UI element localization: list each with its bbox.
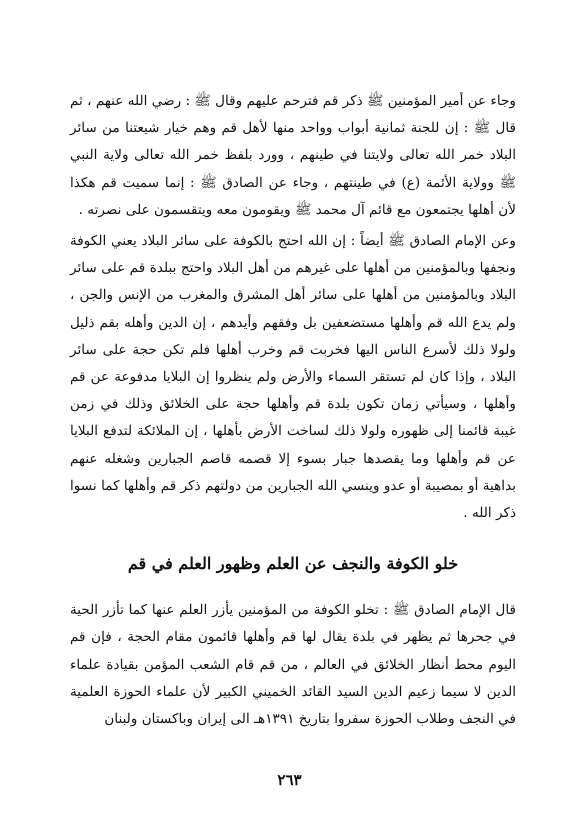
book-page-body <box>70 88 516 733</box>
paragraph-knowledge-in-qom: قال الإمام الصادق ﷺ : تخلو الكوفة من المؤمنين يأزر العلم عنها كما تأزر الحية في جحرها ثم يظهر في بلدة يقال لها قم وأهلها قائمون مقام الحجة ، فإن قم اليوم محط أنظار الخلائق في العالم ، من قم قام الشعب المؤمن بقيادة علماء الدين لا سيما زعيم الدين السيد القائد الخميني الكبير لأن علماء الحوزة العلمية في النجف وطلاب الحوزة سفروا بتاريخ ١٣٩١هـ الى إيران وباكستان ولبنان <box>70 602 516 728</box>
paragraph-qom-virtues: وجاء عن أمير المؤمنين ﷺ ذكر قم فترحم عليهم وقال ﷺ : رضي الله عنهم ، ثم قال ﷺ : إن للجنة ثمانية أبواب وواحد منها لأهل قم وهم خيار شيعتنا من سائر البلاد خمر الله تعالى ولايتنا في طينهم ، وورد بلفظ خمر الله تعالى ولاية النبي ﷺ وولاية الأئمة (ع) في طينتهم ، وجاء عن الصادق ﷺ : إنما سميت قم هكذا لأن أهلها يجتمعون مع قائم آل محمد ﷺ ويقومون معه ويتقسمون على نصرته . <box>70 93 516 218</box>
page-number: ٢٦٣ <box>277 771 302 789</box>
section-heading: خلو الكوفة والنجف عن العلم وظهور العلم في قم <box>127 554 459 574</box>
paragraph-kufa-qom-proof: وعن الإمام الصادق ﷺ أيضاً : إن الله احتج بالكوفة على سائر البلاد يعني الكوفة ونجفها وبالمؤمنين من أهلها على غيرهم من أهل البلاد واحتج ببلدة قم على سائر البلاد وبالمؤمنين من أهلها على سائر أهل المشرق والمغرب من الإنس والجن ، ولم يدع الله قم وأهلها مستضعفين بل وفقهم وأيدهم ، إن الدين وأهله بقم ذليل ولولا ذلك لأسرع الناس اليها فخربت قم وخرب أهلها فلم تكن حجة على سائر البلاد ، وإذا كان لم تستقر السماء والأرض ولم ينظروا إن البلايا مدفوعة عن قم وأهلها ، وسيأتي زمان تكون بلدة قم وأهلها حجة على الخلائق وذلك في زمن غيبة قائمنا إلى ظهوره ولولا ذلك لساخت الأرض بأهلها ، إن الملائكة لتدفع البلايا عن قم وأهلها وما يقصدها جبار بسوء إلا قصمه قاصم الجبارين وشغله عنهم بداهية أو بمصيبة أو عدو وينسي الله الجبارين من دولتهم ذكر قم وأهلها كما نسوا ذكر الله . <box>70 233 516 522</box>
